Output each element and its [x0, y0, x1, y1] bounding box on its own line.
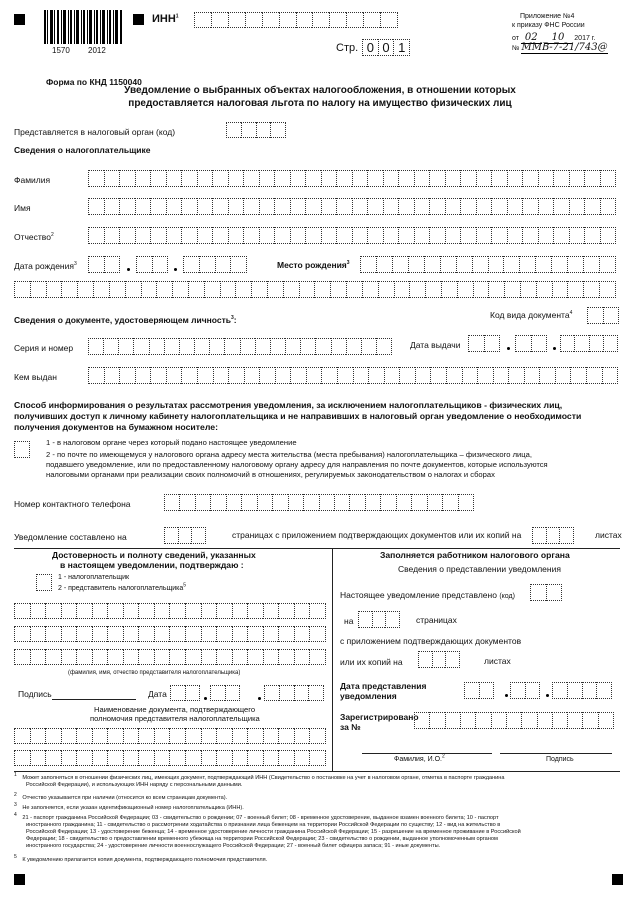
left-date-day[interactable] [170, 685, 200, 701]
right-sheets-label: листах [484, 656, 511, 666]
representative-name-row3[interactable] [14, 649, 326, 665]
block-bottom-rule [14, 771, 620, 772]
appendix-line2: к приказу ФНС России [512, 22, 585, 29]
form-title-line2: предоставляется налоговая льгота по налогу на имущество физических лиц [128, 98, 512, 109]
right-date-year[interactable] [552, 682, 612, 699]
signer-option2: 2 - представитель налогоплательщика$^5$ [58, 582, 187, 592]
right-date-separator-2 [546, 694, 549, 697]
tax-authority-label: Представляется в налоговый орган (код) [14, 127, 176, 137]
left-date-label: Дата [148, 689, 167, 699]
taxpayer-section-title: Сведения о налогоплательщике [14, 145, 151, 155]
left-sign-label: Подпись [18, 689, 52, 699]
footnote-1: $^1$ Может заполняться в отношении физических лиц, имеющих документ, подтверждающий ИНН (Свидетельство о постановке на учет в налоговом органе, отметка в паспорте гражданина Российской Федерации), и использующих ИНН наряду с персональными данными. [14, 772, 505, 788]
birthplace-cells-row1[interactable] [360, 256, 616, 273]
right-fio-label: Фамилия, И.О.$^2$ [394, 753, 445, 763]
name-cells[interactable] [88, 198, 616, 215]
document-section-title: Сведения о документе, удостоверяющем личность$^3$: [14, 315, 237, 325]
page-label: Стр. [336, 42, 359, 54]
document-code-label: Код вида документа$^4$ [490, 310, 573, 320]
right-copies-label: или их копий на [340, 657, 403, 667]
notification-option2-line1: 2 - по почте по имеющемуся у налогового органа адресу места жительства (места пребывания) налогоплательщика – физического лица, [46, 450, 532, 459]
issue-year-cells[interactable] [560, 335, 618, 352]
notification-option2-line2: подавшего уведомление, или по предоставленному налоговому органу адресу для направления по почте документов, которые используются [46, 460, 548, 469]
right-reg-label-line2: за № [340, 722, 361, 732]
footnote-4: $^4$ 21 - паспорт гражданина Российской Федерации; 03 - свидетельство о рождении; 07 - военный билет; 08 - временное удостоверение, выданное взамен военного билета; 10 - паспорт иностранного гражданина; 11 - свидетельство о рассмотрении ходатайства о признании лица беженцем на территории Российской Федерации по существу; 12 - вид на жительство в Российской Федерации; 13 - удостоверение беженца; 14 - временное удостоверение личности гражданина Российской Федерации; 15 - разрешение на временное проживание в Российской Федерации; 18 - свидетельство о предоставлении временного убежища на территории Российской Федерации; 23 - свидетельство о рождении, выданное уполномоченным органом иностранного государства; 24 - удостоверение личности военнослужащего Российской Федерации; 27 - военный билет офицера запаса; 91 - иные документы. [14, 812, 521, 849]
left-doc-caption-line1: Наименование документа, подтверждающего [94, 705, 256, 714]
issue-day-cells[interactable] [468, 335, 500, 352]
phone-label: Номер контактного телефона [14, 499, 131, 509]
corner-marker-bottom-left [14, 874, 25, 885]
left-date-separator-2 [258, 697, 261, 700]
footnote-2: $^2$ Отчество указывается при наличии (относится ко всем страницам документа). [14, 792, 228, 801]
pages-prefix-label: Уведомление составлено на [14, 532, 127, 542]
corner-marker-top-left [14, 14, 25, 25]
right-on-label: на [344, 616, 354, 626]
tax-authority-code-cells[interactable] [226, 122, 286, 138]
right-pages-label: страницах [416, 615, 457, 625]
page-number-cells: 0 0 1 [362, 39, 410, 56]
block-top-rule [14, 548, 620, 549]
issue-month-cells[interactable] [515, 335, 547, 352]
sheets-count-cells[interactable] [532, 527, 574, 544]
issued-by-label: Кем выдан [14, 372, 57, 382]
representative-name-caption: (фамилия, имя, отчество представителя налогоплательщика) [68, 670, 241, 676]
left-date-separator-1 [204, 697, 207, 700]
corner-marker-top-right [133, 14, 144, 25]
form-title-line1: Уведомление о выбранных объектах налогообложения, в отношении которых [124, 85, 516, 96]
notification-method-cell[interactable] [14, 441, 30, 458]
block-column-divider [332, 548, 333, 771]
presented-label: Настоящее уведомление представлено (код) [340, 590, 515, 600]
dob-day-cells[interactable] [88, 256, 120, 273]
inn-cells[interactable] [194, 12, 398, 28]
right-sign-label: Подпись [546, 756, 574, 763]
left-date-month[interactable] [210, 685, 240, 701]
pages-count-cells[interactable] [164, 527, 206, 544]
issue-date-label: Дата выдачи [410, 340, 461, 350]
notification-intro-line3: получения документов на бумажном носителе: [14, 422, 218, 432]
dob-separator-2 [174, 268, 177, 271]
birthplace-cells-row2[interactable] [14, 281, 616, 298]
form-knd: Форма по КНД 1150040 [46, 77, 142, 87]
patronymic-label: Отчество$^2$ [14, 232, 54, 242]
notification-intro-line2: получивших доступ к личному кабинету налогоплательщика и не направивших в налоговый орган уведомление о необходимости [14, 411, 582, 421]
notification-option2-line3: налоговыми органами при реализации своих полномочий в отношениях, регулируемых законодательством о налогах и сборах [46, 470, 495, 479]
appendix-line1: Приложение №4 [520, 13, 575, 20]
presented-code-cells[interactable] [530, 584, 562, 601]
left-block-title-line2: в настоящем уведомлении, подтверждаю : [60, 560, 244, 570]
footnote-3: $^3$ Не заполняется, если указан идентификационный номер налогоплательщика (ИНН). [14, 802, 244, 811]
issue-separator-2 [553, 347, 556, 350]
dob-separator-1 [127, 268, 130, 271]
right-sign-line [500, 753, 612, 754]
barcode-number-right: 2012 [88, 46, 106, 55]
representative-name-row2[interactable] [14, 626, 326, 642]
right-fio-line [362, 753, 492, 754]
dob-month-cells[interactable] [136, 256, 168, 273]
phone-cells[interactable] [164, 494, 474, 511]
corner-marker-bottom-right [612, 874, 623, 885]
left-doc-caption-line2: полномочия представителя налогоплательщика [90, 714, 260, 723]
barcode [44, 10, 124, 44]
left-block-title-line1: Достоверность и полноту сведений, указанных [52, 550, 256, 560]
appendix-number: № ММВ-7-21/743@ [512, 42, 608, 53]
left-sign-line [52, 699, 136, 700]
patronymic-cells[interactable] [88, 227, 616, 244]
barcode-number-left: 1570 [52, 46, 70, 55]
right-attach-label: с приложением подтверждающих документов [340, 636, 522, 646]
right-date-separator-1 [505, 694, 508, 697]
signer-type-cell[interactable] [36, 574, 52, 591]
right-date-month[interactable] [510, 682, 540, 699]
right-reg-label-line1: Зарегистрировано [340, 712, 419, 722]
appendix-date: от 02 10 2017 г. [512, 32, 596, 43]
issued-by-cells[interactable] [88, 367, 618, 384]
right-date-label-line2: уведомления [340, 691, 397, 701]
right-block-subtitle: Сведения о представлении уведомления [398, 564, 561, 574]
authority-doc-row1[interactable] [14, 728, 326, 744]
notification-option1: 1 - в налоговом органе через который подано настоящее уведомление [46, 438, 297, 447]
signer-option1: 1 - налогоплательщик [58, 574, 130, 581]
notification-intro-line1: Способ информирования о результатах рассмотрения уведомления, за исключением налогоплательщиков - физических лиц, [14, 400, 563, 410]
pages-middle-label: страницах с приложением подтверждающих документов или их копий на [232, 530, 522, 540]
representative-name-row1[interactable] [14, 603, 326, 619]
registration-number-cells[interactable] [414, 712, 614, 729]
right-date-label-line1: Дата представления [340, 681, 427, 691]
right-block-title: Заполняется работником налогового органа [380, 550, 570, 560]
series-label: Серия и номер [14, 343, 74, 353]
series-cells[interactable] [88, 338, 392, 355]
name-label: Имя [14, 203, 31, 213]
surname-cells[interactable] [88, 170, 616, 187]
inn-label: ИНН$^1$ [152, 13, 179, 25]
right-date-day[interactable] [464, 682, 494, 699]
document-code-cells[interactable] [587, 307, 619, 324]
left-date-year[interactable] [264, 685, 324, 701]
authority-doc-row2[interactable] [14, 750, 326, 766]
dob-label: Дата рождения$^3$ [14, 261, 77, 271]
footnote-5: $^5$ К уведомлению прилагается копия документа, подтверждающего полномочия представителя. [14, 854, 268, 863]
pages-suffix-label: листах [595, 530, 622, 540]
right-sheets-cells[interactable] [418, 651, 460, 668]
surname-label: Фамилия [14, 175, 51, 185]
birthplace-label: Место рождения$^3$ [277, 260, 350, 270]
issue-separator-1 [507, 347, 510, 350]
dob-year-cells[interactable] [183, 256, 247, 273]
right-pages-cells[interactable] [358, 611, 400, 628]
